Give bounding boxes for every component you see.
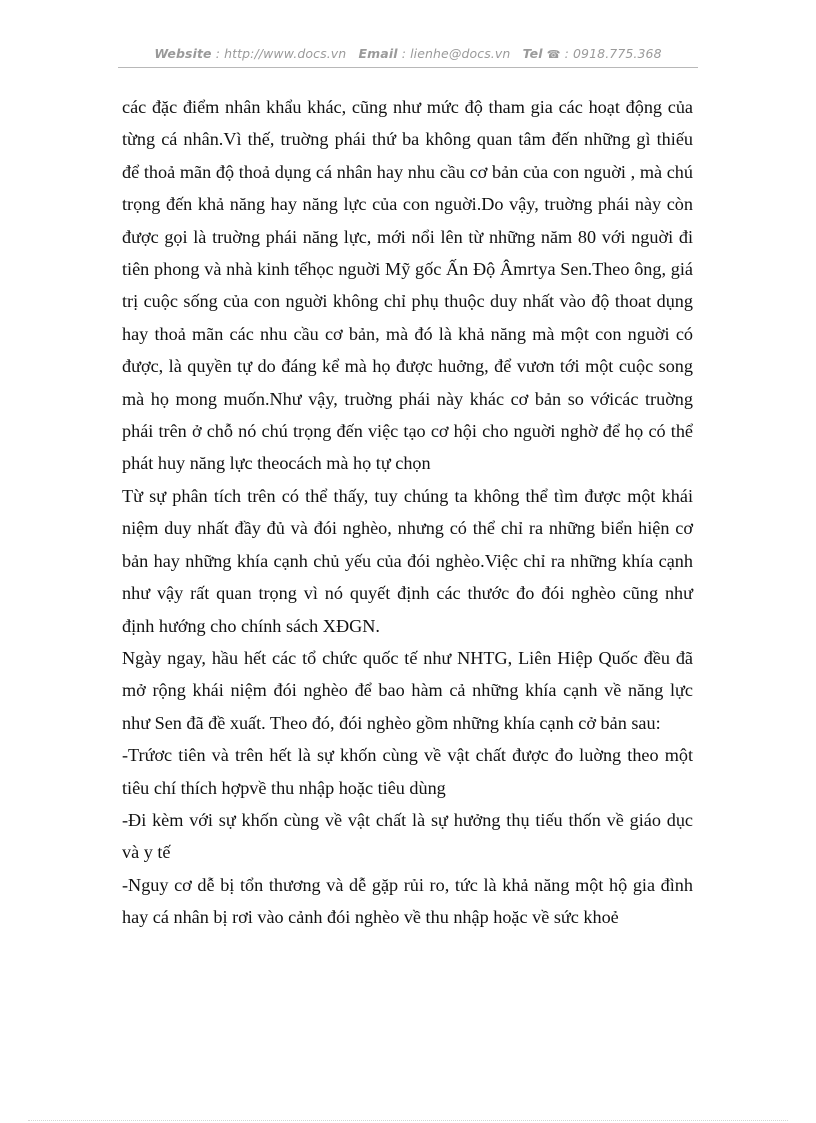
telephone-icon: ☎: [546, 48, 561, 61]
website-label: Website: [154, 46, 212, 61]
paragraph-schools: các đặc điểm nhân khẩu khác, cũng như mức độ tham gia các hoạt động của từng cá nhân.Vì thế, truờng phái thứ ba không quan tâm đến những gì thiếu để thoả mãn độ thoả dụng cá nhân hay nhu cầu cơ bản của con nguời , mà chú trọng đến khả năng hay năng lực của con nguời.Do vậy, truờng phái này còn được gọi là truờng phái năng lực, mới nổi lên từ những năm 80 với nguời đi tiên phong và nhà kinh tếhọc nguời Mỹ gốc Ấn Độ Âmrtya Sen.Theo ông, giá trị cuộc sống của con nguời không chỉ phụ thuộc duy nhất vào độ thoat dụng hay thoả mãn các nhu cầu cơ bản, mà đó là khả năng mà một con nguời có được, là quyền tự do đáng kể mà họ được huởng, để vươn tới một cuộc song mà họ mong muốn.Như vậy, truờng phái này khác cơ bản so vớicác truờng phái trên ở chỗ nó chú trọng đến việc tạo cơ hội cho nguời nghờ để họ có thể phát huy năng lực theocách mà họ tự chọn: [122, 97, 693, 474]
paragraph-analysis: Từ sự phân tích trên có thể thấy, tuy chúng ta không thể tìm được một khái niệm duy nhất đầy đủ và đói nghèo, nhưng có thể chỉ ra những biển hiện cơ bản hay những khía cạnh chủ yếu của đói nghèo.Việc chỉ ra những khía cạnh như vậy rất quan trọng vì nó quyết định các thước đo đói nghèo cũng như định hướng cho chính sách XĐGN.: [122, 485, 693, 636]
website-value: : http://www.docs.vn: [215, 46, 347, 61]
header-divider: [118, 67, 698, 68]
page-header: [120, 46, 696, 68]
list-item-vulnerability: -Nguy cơ dễ bị tổn thương và dễ gặp rủi ro, tức là khả năng một hộ gia đình hay cá nhân bị rơi vào cảnh đói nghèo về thu nhập hoặc về sức khoẻ: [122, 874, 693, 928]
document-body: [122, 91, 693, 934]
list-item-education-health: -Đi kèm với sự khốn cùng về vật chất là sự hưởng thụ tiếu thốn về giáo dục và y tế: [122, 809, 693, 863]
paragraph-organizations: Ngày ngay, hầu hết các tổ chức quốc tế như NHTG, Liên Hiệp Quốc đều đã mở rộng khái niệm đói nghèo để bao hàm cả những khía cạnh về năng lực như Sen đã đề xuất. Theo đó, đói nghèo gồm những khía cạnh cở bản sau:: [122, 647, 693, 733]
tel-label: Tel: [522, 46, 543, 61]
email-label: Email: [358, 46, 398, 61]
list-item-material-deprivation: -Trứơc tiên và trên hết là sự khốn cùng về vật chất được đo luờng theo một tiêu chí thích hợpvề thu nhập hoặc tiêu dùng: [122, 745, 693, 798]
email-value: : lienhe@docs.vn: [401, 46, 511, 61]
tel-value: : 0918.775.368: [564, 46, 662, 61]
footer-divider: [28, 1120, 788, 1121]
